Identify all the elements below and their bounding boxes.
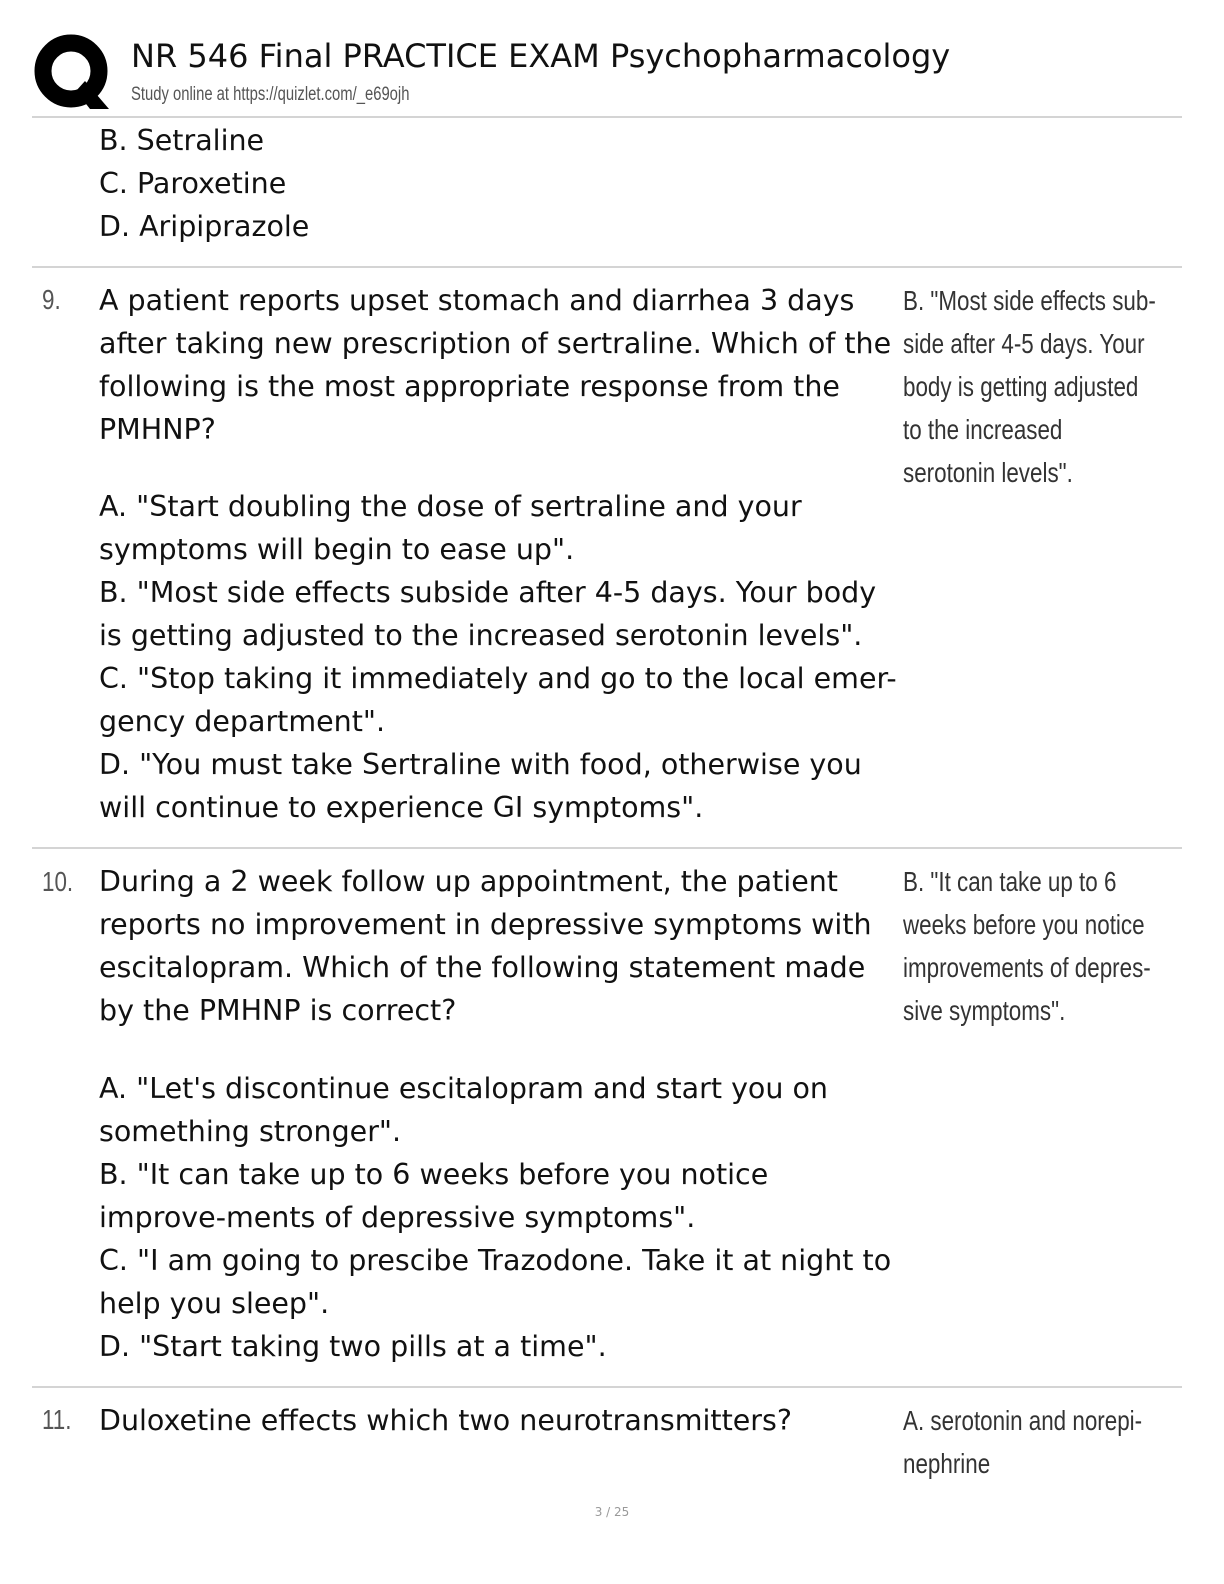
question-divider bbox=[32, 266, 1182, 268]
list-item: B. Setraline bbox=[99, 124, 265, 157]
option: D. "Start taking two pills at a time". bbox=[99, 1330, 607, 1363]
answer-text: B. "It can take up to 6 weeks before you notice improvements of depres-sive symptoms". bbox=[903, 866, 1151, 1026]
page-number: 3 / 25 bbox=[594, 1505, 630, 1519]
document-title: NR 546 Final PRACTICE EXAM Psychopharmacology bbox=[131, 37, 951, 75]
question-divider bbox=[32, 847, 1182, 849]
option: D. "You must take Sertraline with food, otherwise you will continue to experience GI symptoms". bbox=[99, 748, 862, 824]
question-divider bbox=[32, 1386, 1182, 1388]
option: C. "Stop taking it immediately and go to the local emer-gency department". bbox=[99, 662, 897, 738]
answer-text: B. "Most side effects sub-side after 4-5 days. Your body is getting adjusted to the increased serotonin levels". bbox=[903, 285, 1156, 488]
answer-text: A. serotonin and norepi-nephrine bbox=[903, 1405, 1143, 1479]
quizlet-logo-icon bbox=[33, 33, 113, 113]
option: C. "I am going to prescibe Trazodone. Take it at night to help you sleep". bbox=[99, 1244, 892, 1320]
question-number: 10. bbox=[42, 866, 74, 897]
option: A. "Start doubling the dose of sertraline and your symptoms will begin to ease up". bbox=[99, 490, 802, 566]
question-number: 9. bbox=[42, 284, 61, 315]
list-item: D. Aripiprazole bbox=[99, 210, 310, 243]
question-text: Duloxetine effects which two neurotransmitters? bbox=[99, 1404, 792, 1437]
header-divider bbox=[32, 116, 1182, 118]
study-link[interactable]: Study online at https://quizlet.com/_e69ojh bbox=[131, 84, 410, 105]
carryover-options bbox=[99, 119, 309, 248]
option: B. "Most side effects subside after 4-5 days. Your body is getting adjusted to the increased serotonin levels". bbox=[99, 576, 877, 652]
option: A. "Let's discontinue escitalopram and start you on something stronger". bbox=[99, 1072, 828, 1148]
question-options bbox=[99, 1067, 899, 1368]
question-text: During a 2 week follow up appointment, the patient reports no improvement in depressive symptoms with escitalopram. Which of the following statement made by the PMHNP is correct? bbox=[99, 865, 872, 1027]
option: B. "It can take up to 6 weeks before you notice improve-ments of depressive symptoms". bbox=[99, 1158, 769, 1234]
question-text: A patient reports upset stomach and diarrhea 3 days after taking new prescription of sertraline. Which of the following is the most appropriate response from the PMHNP? bbox=[99, 284, 892, 446]
question-options bbox=[99, 485, 899, 829]
question-number: 11. bbox=[42, 1404, 72, 1435]
list-item: C. Paroxetine bbox=[99, 167, 287, 200]
